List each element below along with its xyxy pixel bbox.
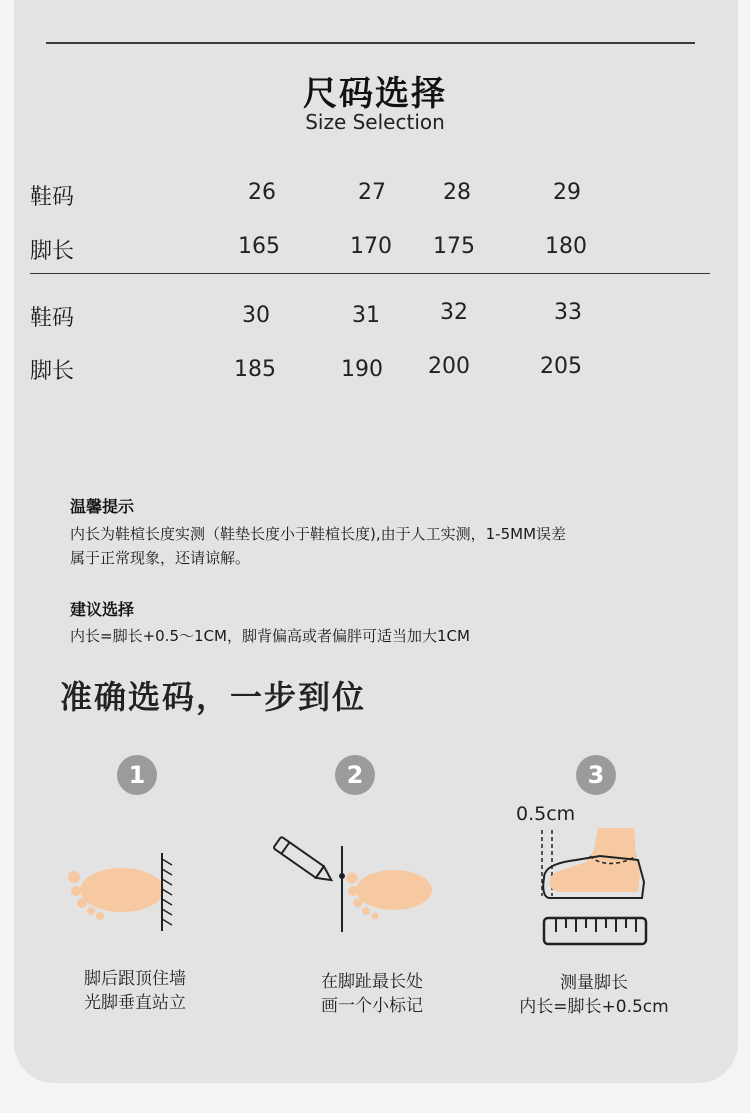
- advice-heading: 建议选择: [70, 600, 135, 619]
- length-cell: 190: [341, 357, 383, 382]
- pencil-mark-icon: [268, 828, 438, 938]
- foot-against-wall-icon: [60, 845, 200, 935]
- step-caption-line: 内长=脚长+0.5cm: [519, 997, 669, 1017]
- step-caption: [262, 970, 482, 1018]
- page-title: 尺码选择: [303, 74, 447, 114]
- length-row-label: 脚长: [30, 239, 75, 264]
- tips-line: 属于正常现象，还请谅解。: [70, 549, 251, 567]
- step-caption: [25, 967, 245, 1015]
- size-row-label: 鞋码: [30, 306, 75, 331]
- steps-heading: 准确选码，一步到位: [60, 678, 367, 716]
- size-cell: 26: [248, 180, 276, 205]
- length-cell: 200: [428, 354, 470, 379]
- step-caption-line: 光脚垂直站立: [84, 993, 186, 1013]
- step-caption-line: 画一个小标记: [321, 996, 423, 1016]
- length-cell: 205: [540, 354, 582, 379]
- table-divider: [30, 273, 710, 274]
- advice-text: 内长=脚长+0.5～1CM，脚背偏高或者偏胖可适当加大1CM: [70, 627, 470, 645]
- step-caption-line: 在脚趾最长处: [321, 972, 423, 992]
- length-cell: 185: [234, 357, 276, 382]
- length-cell: 165: [238, 234, 280, 259]
- allowance-label: 0.5cm: [516, 803, 576, 825]
- size-cell: 33: [554, 300, 582, 325]
- page-subtitle: Size Selection: [305, 110, 445, 134]
- tips-heading: 温馨提示: [70, 497, 135, 516]
- length-cell: 170: [350, 234, 392, 259]
- size-cell: 28: [443, 180, 471, 205]
- length-cell: 180: [545, 234, 587, 259]
- size-cell: 31: [352, 303, 380, 328]
- step-number-badge: 2: [335, 755, 375, 795]
- step-number-badge: 3: [576, 755, 616, 795]
- size-cell: 29: [553, 180, 581, 205]
- top-divider: [46, 42, 695, 44]
- shoe-measure-icon: [530, 826, 660, 950]
- size-cell: 32: [440, 300, 468, 325]
- step-caption-line: 测量脚长: [560, 973, 628, 993]
- tips-line: 内长为鞋楦长度实测（鞋垫长度小于鞋楦长度),由于人工实测，1-5MM误差: [70, 525, 567, 543]
- size-row-label: 鞋码: [30, 185, 75, 210]
- step-caption-line: 脚后跟顶住墙: [84, 969, 186, 989]
- length-cell: 175: [433, 234, 475, 259]
- size-cell: 27: [358, 180, 386, 205]
- length-row-label: 脚长: [30, 359, 75, 384]
- step-number-badge: 1: [117, 755, 157, 795]
- step-caption: [484, 971, 704, 1019]
- size-cell: 30: [242, 303, 270, 328]
